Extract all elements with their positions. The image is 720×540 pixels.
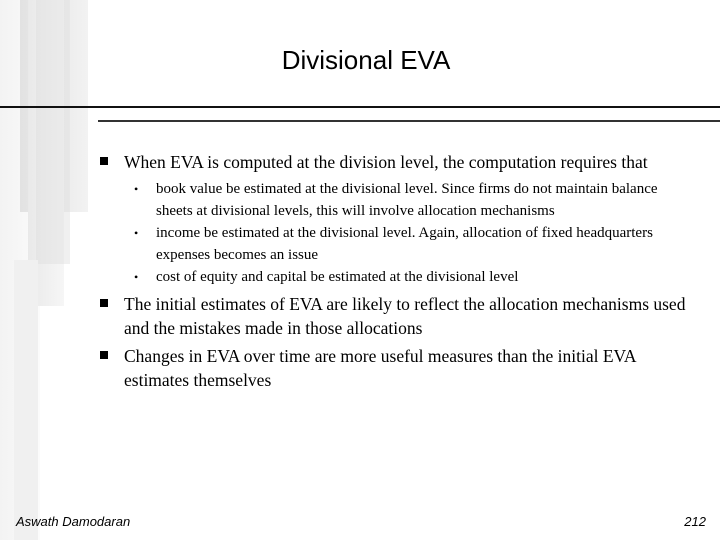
title-divider [98, 120, 720, 122]
bullet-item [96, 292, 696, 340]
sub-bullet-item [96, 178, 696, 222]
page-number: 212 [684, 514, 706, 529]
bullet-text: The initial estimates of EVA are likely to reflect the allocation mechanisms used and the mistakes made in those allocations [124, 294, 686, 338]
sub-bullet-text: book value be estimated at the divisional level. Since firms do not maintain balance sheets at divisional levels, this will involve allocation mechanisms [156, 181, 658, 219]
sub-bullet-item [96, 222, 696, 266]
sub-bullet-item [96, 266, 696, 288]
bullet-text: When EVA is computed at the division level, the computation requires that [124, 152, 648, 172]
background-decoration [14, 260, 38, 540]
sub-bullet-text: cost of equity and capital be estimated at the divisional level [156, 269, 519, 285]
bullet-item [96, 344, 696, 392]
bullet-item [96, 150, 696, 174]
bullet-text: Changes in EVA over time are more useful measures than the initial EVA estimates themselves [124, 346, 636, 390]
slide-content [96, 150, 696, 396]
dot-bullet-icon: • [134, 270, 139, 284]
title-divider [0, 106, 720, 108]
dot-bullet-icon: • [134, 226, 139, 240]
square-bullet-icon [100, 299, 108, 307]
square-bullet-icon [100, 157, 108, 165]
slide-title: Divisional EVA [281, 45, 451, 75]
sub-bullet-text: income be estimated at the divisional level. Again, allocation of fixed headquarters expenses becomes an issue [156, 225, 653, 263]
square-bullet-icon [100, 351, 108, 359]
sub-bullet-list [96, 178, 696, 288]
footer-author: Aswath Damodaran [16, 514, 131, 529]
dot-bullet-icon: • [134, 182, 139, 196]
background-decoration [36, 0, 70, 264]
